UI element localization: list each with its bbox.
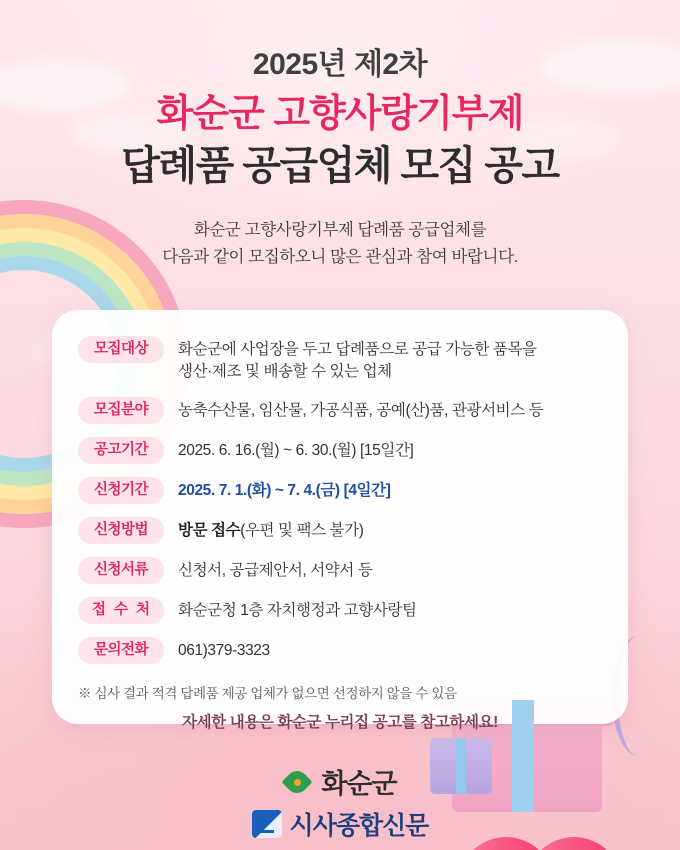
- detail-label: 신청기간: [78, 477, 164, 504]
- detail-row: [78, 336, 602, 384]
- footnote-disclaimer: ※ 심사 결과 적격 답례품 제공 업체가 없으면 선정하지 않을 수 있음: [78, 685, 457, 701]
- detail-row: [78, 637, 602, 664]
- detail-label: 모집분야: [78, 397, 164, 424]
- detail-row: [78, 517, 602, 544]
- lead-paragraph: [0, 217, 680, 271]
- press-name: 시사종합신문: [289, 812, 429, 840]
- detail-value-bold: 방문 접수: [178, 521, 241, 539]
- detail-row: [78, 437, 602, 464]
- title-subtitle: 답례품 공급업체 모집 공고: [121, 143, 559, 188]
- detail-row: [78, 477, 602, 504]
- detail-value-line-1: 화순군에 사업장을 두고 답례품으로 공급 가능한 품목을: [178, 341, 537, 358]
- detail-value: [178, 336, 537, 384]
- detail-row: [78, 557, 602, 584]
- detail-value: 2025. 6. 16.(월) ~ 6. 30.(월) [15일간]: [178, 441, 414, 459]
- detail-label: 공고기간: [78, 437, 164, 464]
- title-main: 화순군 고향사랑기부제: [156, 93, 524, 135]
- hwasun-emblem-icon: [283, 768, 311, 796]
- organization-logo: [0, 762, 680, 801]
- press-logo: [0, 806, 680, 842]
- gift-ribbon: [512, 700, 534, 812]
- detail-value-highlighted: 2025. 7. 1.(화) ~ 7. 4.(금) [4일간]: [178, 481, 391, 499]
- detail-value-line-2: 생산·제조 및 배송할 수 있는 업체: [178, 363, 392, 381]
- detail-row: [78, 597, 602, 624]
- announcement-details-card: [52, 310, 628, 724]
- detail-value: 농축수산물, 임산물, 가공식품, 공예(산)품, 관광서비스 등: [178, 401, 544, 419]
- lead-line-2: 다음과 같이 모집하오니 많은 관심과 참여 바랍니다.: [162, 247, 518, 266]
- detail-row: [78, 397, 602, 424]
- detail-value-rest: (우편 및 팩스 불가): [240, 521, 364, 539]
- detail-label: 신청방법: [78, 517, 164, 544]
- detail-label: 모집대상: [78, 336, 164, 363]
- poster-header: [0, 0, 680, 271]
- press-emblem-icon: [252, 810, 282, 838]
- detail-label: 문의전화: [78, 637, 164, 664]
- detail-value: 061)379-3323: [178, 641, 270, 659]
- detail-label: 접 수 처: [78, 597, 164, 624]
- detail-label: 신청서류: [78, 557, 164, 584]
- title-year: 2025년 제2차: [252, 48, 428, 81]
- lead-line-1: 화순군 고향사랑기부제 답례품 공급업체를: [193, 220, 487, 239]
- detail-value: 신청서, 공급제안서, 서약서 등: [178, 561, 373, 579]
- detail-value: 화순군청 1층 자치행정과 고향사랑팀: [178, 601, 417, 619]
- organization-name: 화순군: [321, 769, 397, 799]
- small-gift-box-icon: [430, 738, 492, 794]
- detail-value: [178, 517, 363, 542]
- reference-note: 자세한 내용은 화순군 누리집 공고를 참고하세요!: [182, 714, 498, 731]
